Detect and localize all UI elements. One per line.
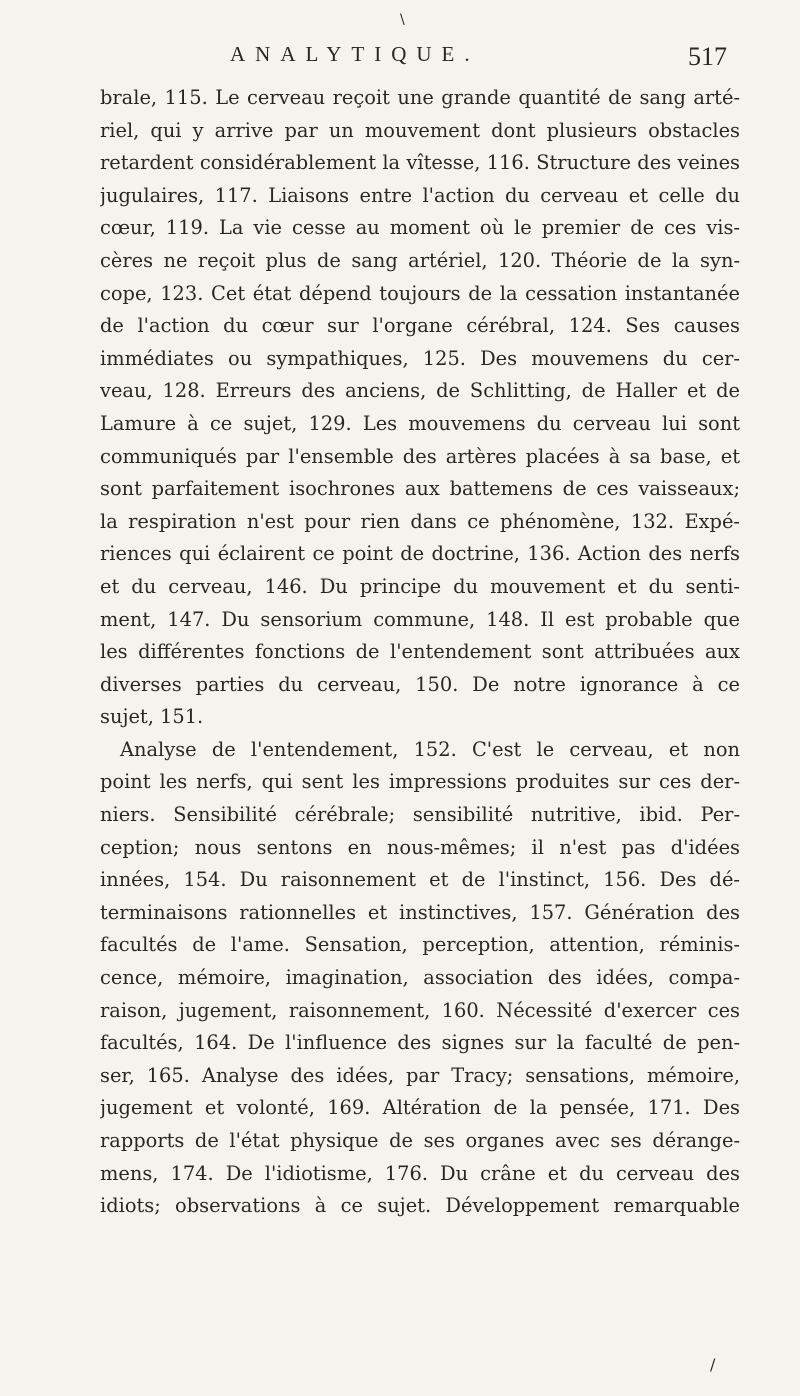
text-line: innées, 154. Du raisonnement et de l'instinct, 156. Des dé- [100,868,740,892]
text-line: et du cerveau, 146. Du principe du mouvement et du senti- [100,574,740,598]
text-line: ception; nous sentons en nous-mêmes; il n'est pas d'idées [100,835,740,859]
page-header [0,42,800,82]
text-line: de l'action du cœur sur l'organe cérébral, 124. Ses causes [100,314,740,338]
text-line: diverses parties du cerveau, 150. De notre ignorance à ce [100,672,740,696]
text-line: communiqués par l'ensemble des artères placées à sa base, et [100,444,740,468]
text-line: jugement et volonté, 169. Altération de la pensée, 171. Des [100,1096,740,1120]
text-line: raison, jugement, raisonnement, 160. Nécessité d'exercer ces [100,998,740,1022]
text-line: ser, 165. Analyse des idées, par Tracy; sensations, mémoire, [100,1063,740,1087]
text-line: immédiates ou sympathiques, 125. Des mouvemens du cer- [100,346,740,370]
page-number: 517 [688,42,727,71]
text-line: facultés, 164. De l'influence des signes sur la faculté de pen- [100,1031,740,1055]
text-line: riel, qui y arrive par un mouvement dont plusieurs obstacles [100,118,740,142]
stray-mark-top: \ [400,12,405,28]
text-line: cœur, 119. La vie cesse au moment où le premier de ces vis- [100,216,740,240]
running-head: ANALYTIQUE. [230,42,480,66]
text-line: sujet, 151. [100,705,204,729]
text-line: cères ne reçoit plus de sang artériel, 120. Théorie de la syn- [100,248,740,272]
text-line: ment, 147. Du sensorium commune, 148. Il est probable que [100,607,740,631]
text-line: rapports de l'état physique de ses organes avec ses dérange- [100,1129,740,1152]
text-line: jugulaires, 117. Liaisons entre l'action du cerveau et celle du [100,183,740,207]
text-line: mens, 174. De l'idiotisme, 176. Du crâne et du cerveau des [100,1161,740,1185]
text-line: Lamure à ce sujet, 129. Les mouvemens du cerveau lui sont [100,411,740,435]
text-line: facultés de l'ame. Sensation, perception, attention, réminis- [100,933,740,957]
text-line: riences qui éclairent ce point de doctrine, 136. Action des nerfs [100,542,740,566]
body-text [100,82,740,1223]
stray-mark-bottom: / [710,1355,716,1374]
text-line: cope, 123. Cet état dépend toujours de la cessation instantanée [100,281,740,305]
text-line: Analyse de l'entendement, 152. C'est le cerveau, et non [120,737,740,761]
text-line: idiots; observations à ce sujet. Développement remarquable [100,1194,740,1218]
text-line: brale, 115. Le cerveau reçoit une grande quantité de sang arté- [100,86,740,109]
text-line: la respiration n'est pour rien dans ce phénomène, 132. Expé- [100,509,740,533]
text-line: retardent considérablement la vîtesse, 116. Structure des veines [100,151,740,175]
text-line: veau, 128. Erreurs des anciens, de Schlitting, de Haller et de [100,379,740,403]
text-line: niers. Sensibilité cérébrale; sensibilité nutritive, ibid. Per- [100,803,740,827]
text-line: terminaisons rationnelles et instinctives, 157. Génération des [100,900,740,924]
text-line: point les nerfs, qui sent les impressions produites sur ces der- [100,770,740,794]
text-line: sont parfaitement isochrones aux battemens de ces vaisseaux; [100,477,740,501]
text-line: les différentes fonctions de l'entendement sont attribuées aux [100,640,740,664]
text-line: cence, mémoire, imagination, association des idées, compa- [100,966,740,990]
